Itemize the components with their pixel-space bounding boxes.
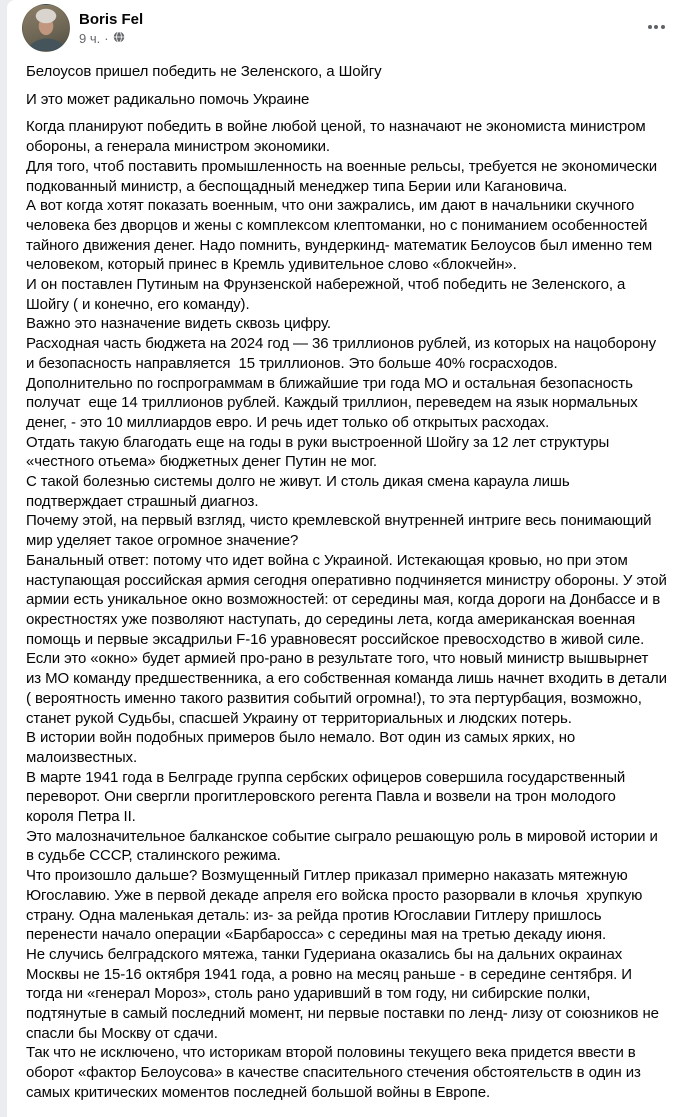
post-paragraph: И он поставлен Путиным на Фрунзенской набережной, чтоб победить не Зеленского, а Шойгу ( и конечно, его команду). <box>26 276 630 313</box>
post-paragraph: Белоусов пришел победить не Зеленского, а Шойгу <box>26 63 382 80</box>
post-paragraph: Отдать такую благодать еще на годы в руки выстроенной Шойгу за 12 лет структуры «честного отьема» бюджетных денег Путин не мог. <box>26 433 614 471</box>
ellipsis-icon <box>648 25 652 29</box>
more-options-button[interactable] <box>639 10 673 44</box>
post-paragraph: Почему этой, на первый взгляд, чисто кремлевской внутренней интриге весь понимающий мир уделяет такое огромное значение? <box>26 512 656 550</box>
header-info <box>79 4 675 47</box>
post-paragraph: Банальный ответ: потому что идет война с Украиной. Истекающая кровью, но при этом наступающая российская армия сегодня оперативно подчиняется министру обороны. У этой армии есть уникальное окно возможностей: от середины мая, когда дороги на Донбассе и в окрестностях уже позволяют наступать, до середины лета, когда американская военная помощь и первые эксадрильи F-16 уравновесят российское превосходство в живой силе. <box>26 551 671 648</box>
post-paragraph: Что произошло дальше? Возмущенный Гитлер приказал примерно наказать мятежную Югославию. Уже в первой декаде апреля его войска просто разорвали в клочья хрупкую страну. Одна маленькая деталь: из- за рейда против Югославии Гитлеру пришлось перенести начало операции «Барбаросса» с середины мая на третью декаду июня. <box>26 867 647 944</box>
post-text <box>7 62 687 1103</box>
post-paragraph: Не случись белградского мятежа, танки Гудериана оказались бы на дальних окраинах Москвы не 15-16 октября 1941 года, а ровно на месяц раньше - в середине сентября. И тогда ни «генерал Мороз», столь рано ударивший в том году, ни сибирские полки, подтянутые в самый последний момент, ни первые поставки по ленд- лизу от союзников не спасли бы Москву от сдачи. <box>26 945 663 1042</box>
post-paragraph: Важно это назначение видеть сквозь цифру. <box>26 315 331 333</box>
post-paragraph: Для того, чтоб поставить промышленность на военные рельсы, требуется не экономически подкованный министр, а беспощадный менеджер типа Берии или Кагановича. <box>26 157 662 195</box>
post-paragraph: Так что не исключено, что историкам второй половины текущего века придется ввести в оборот «фактор Белоусова» в качестве спасительного стечения обстоятельств в один из самых критических моментов последней большой войны в Европе. <box>26 1044 645 1101</box>
post-paragraph: Когда планируют победить в войне любой ценой, то назначают не экономиста министром обороны, а генерала министром экономики. <box>26 118 650 156</box>
post-meta <box>79 30 675 47</box>
post-paragraph: С такой болезнью системы долго не живут. И столь дикая смена караула лишь подтверждает страшный диагноз. <box>26 473 574 510</box>
globe-icon <box>113 31 125 47</box>
post-paragraph: В марте 1941 года в Белграде группа сербских офицеров совершила государственный переворот. Они свергли прогитлеровского регента Павла и возвели на трон молодого короля Петра II. <box>26 768 630 826</box>
post-paragraph: Расходная часть бюджета на 2024 год — 36 триллионов рублей, из которых на нацоборону и безопасность направляется 15 триллионов. Это больше 40% госрасходов. Дополнительно по госпрограммам в ближайшие три года МО и остальная безопасность получат еще 14 триллионов рублей. Каждый триллион, переведем на язык нормальных денег, - это 10 миллиардов евро. И речь идет только об открытых расходах. <box>26 335 661 431</box>
post-header <box>7 0 687 54</box>
post-card <box>7 0 687 1117</box>
post-paragraph: Если это «окно» будет армией про-рано в результате того, что новый министр вышвырнет из МО команду предшественника, а его собственная команда лишь начнет входить в детали ( вероятность именно такого развития событий огромна!), то эта пертурбация, возможно, станет рукой Судьбы, спасшей Украину от территориальных и людских потерь. <box>26 650 671 727</box>
post-paragraph: А вот когда хотят показать военным, что они зажрались, им дают в начальники скучного человека без дворцов и жены с комплексом клептоманки, но с пониманием особенностей тайного движения денег. Надо помнить, вундеркинд- математик Белоусов был именно тем человеком, который принес в Кремль удивительное слово «блокчейн». <box>26 197 657 274</box>
ellipsis-icon <box>654 25 658 29</box>
post-paragraph: И это может радикально помочь Украине <box>26 90 310 108</box>
ellipsis-icon <box>661 25 665 29</box>
timestamp[interactable]: 9 ч. <box>79 30 101 46</box>
avatar[interactable] <box>22 4 70 52</box>
author-name[interactable]: Boris Fel <box>79 11 144 28</box>
meta-separator: · <box>104 30 109 46</box>
post-paragraph: Это малозначительное балканское событие сыграло решающую роль в мировой истории и в судьбе СССР, сталинского режима. <box>26 827 662 865</box>
post-paragraph: В истории войн подобных примеров было немало. Вот один из самых ярких, но малоизвестных. <box>26 729 580 766</box>
